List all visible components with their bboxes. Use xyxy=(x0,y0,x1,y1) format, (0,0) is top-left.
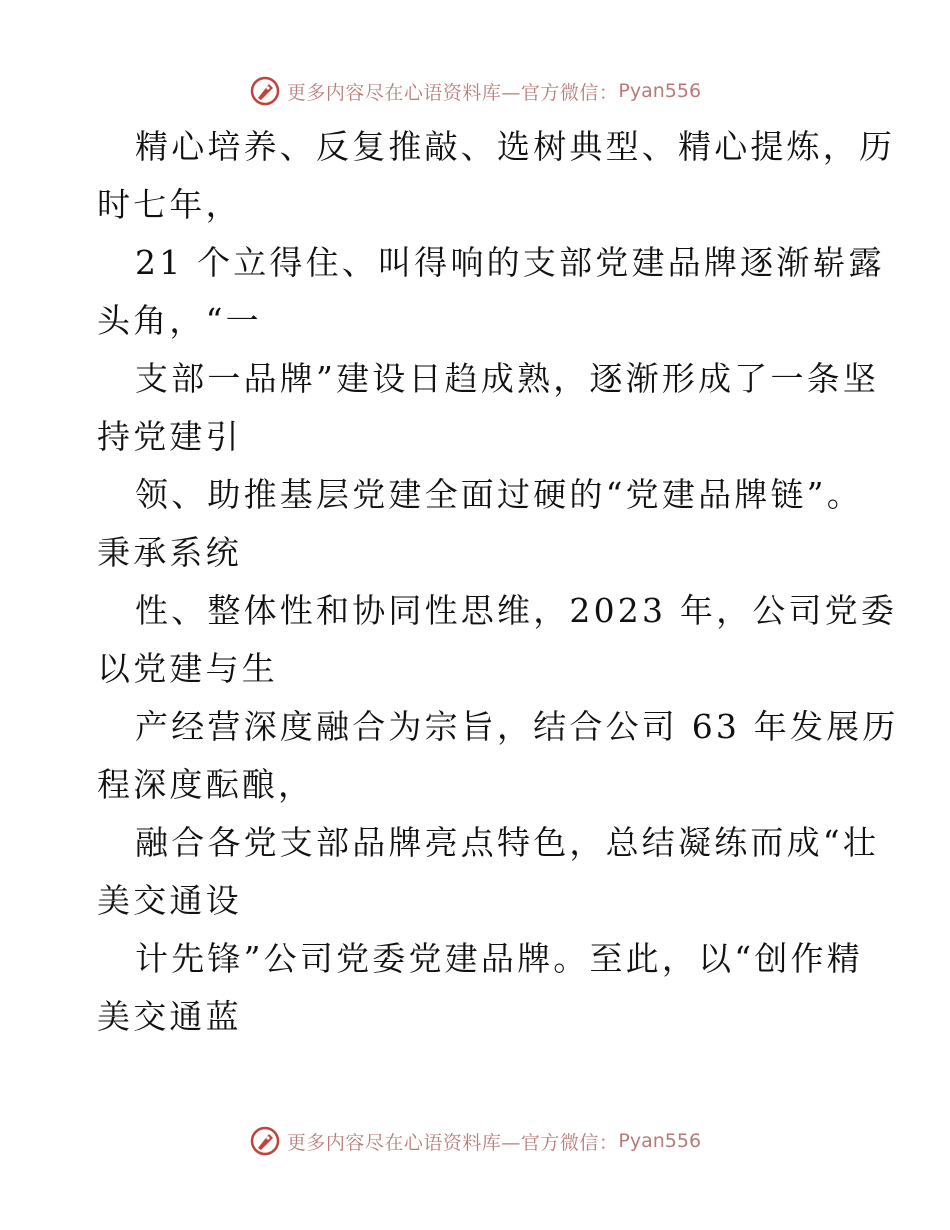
pen-nib-circle-icon xyxy=(249,1125,281,1157)
body-line: 性、整体性和协同性思维，2023 年，公司党委 xyxy=(135,591,898,630)
watermark-text: 更多内容尽在心语资料库—官方微信： xyxy=(286,1131,619,1154)
body-line: 领、助推基层党建全面过硬的“党建品牌链”。 xyxy=(135,475,863,514)
watermark-wechat-id: Pyan556 xyxy=(618,80,702,102)
body-line: 秉承系统 xyxy=(97,533,242,572)
body-line: 计先锋”公司党委党建品牌。至此，以“创作精 xyxy=(135,939,863,978)
body-line: 21 个立得住、叫得响的支部党建品牌逐渐崭露 xyxy=(135,243,885,282)
document-body xyxy=(97,118,899,1046)
body-line: 持党建引 xyxy=(97,417,242,456)
body-line: 程深度酝酿， xyxy=(97,765,315,804)
body-line: 头角，“一 xyxy=(97,301,262,340)
footer-watermark xyxy=(0,1121,950,1161)
header-watermark xyxy=(0,71,950,111)
body-line: 以党建与生 xyxy=(97,649,278,688)
watermark-text: 更多内容尽在心语资料库—官方微信： xyxy=(286,81,619,104)
body-line: 支部一品牌”建设日趋成熟，逐渐形成了一条坚 xyxy=(135,359,880,398)
body-line: 产经营深度融合为宗旨，结合公司 63 年发展历 xyxy=(135,707,899,746)
body-line: 融合各党支部品牌亮点特色，总结凝练而成“壮 xyxy=(135,823,880,862)
body-line: 精心培养、反复推敲、选树典型、精心提炼，历 xyxy=(135,127,896,166)
watermark-wechat-id: Pyan556 xyxy=(618,1130,702,1152)
body-line: 美交通蓝 xyxy=(97,997,242,1036)
pen-nib-circle-icon xyxy=(249,75,281,107)
body-line: 美交通设 xyxy=(97,881,242,920)
body-line: 时七年， xyxy=(97,185,242,224)
